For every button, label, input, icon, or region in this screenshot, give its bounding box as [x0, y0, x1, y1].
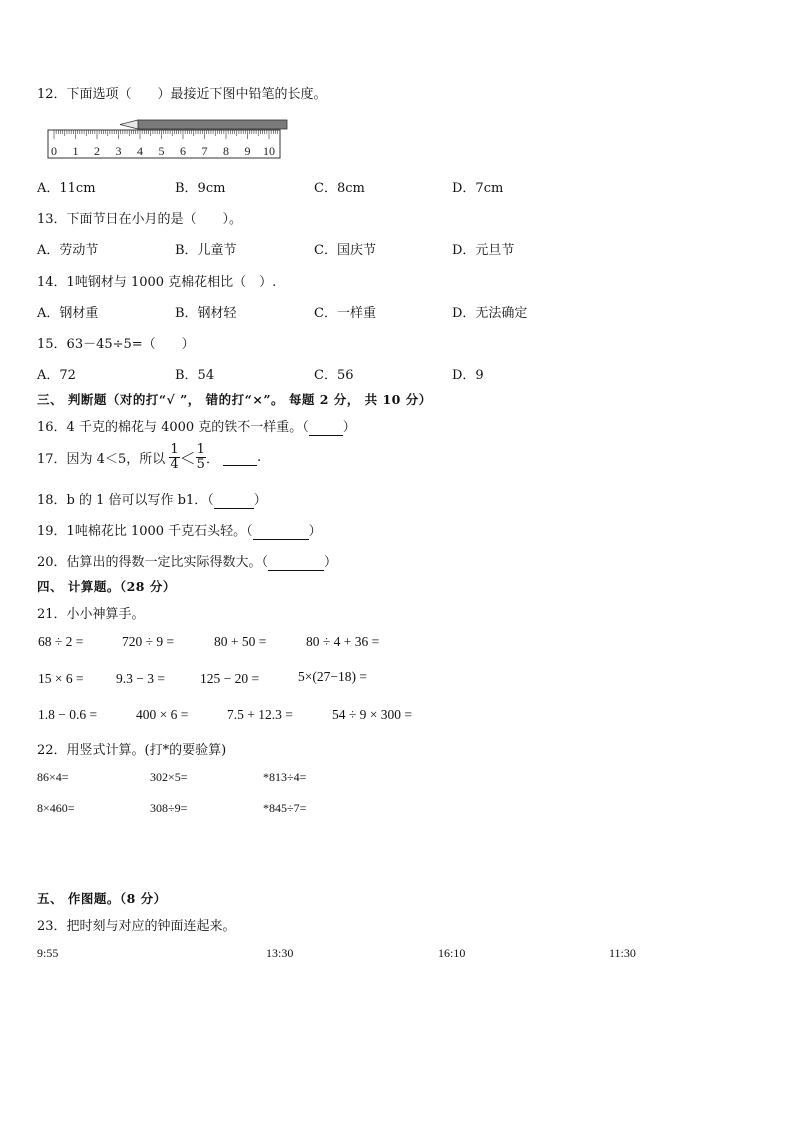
fraction-1-numerator: 1	[170, 442, 179, 457]
calc-r2-c1: 15 × 6 =	[38, 671, 84, 686]
q20-answer-blank[interactable]	[268, 555, 324, 571]
question-16-text: 16．4 千克的棉花与 4000 克的铁不一样重。（	[37, 420, 309, 435]
question-19	[37, 520, 322, 540]
vertical-calc-r1-c2: 302×5=	[150, 770, 188, 784]
question-23-text: 23．把时刻与对应的钟面连起来。	[37, 919, 236, 934]
vertical-calc-r2-c3: *845÷7=	[263, 801, 307, 815]
section-5-heading: 五、 作图题。（8 分）	[37, 891, 167, 906]
q13-option-d[interactable]: D．元旦节	[452, 243, 515, 258]
calc-r3-c1: 1.8 − 0.6 =	[38, 707, 98, 722]
q17-period: ．	[205, 452, 219, 467]
q13-option-c[interactable]: C．国庆节	[314, 243, 376, 258]
question-18	[37, 489, 267, 509]
vertical-calc-r2-c1: 8×460=	[37, 801, 75, 815]
q18-answer-blank[interactable]	[214, 493, 254, 509]
q12-option-d[interactable]: D．7cm	[452, 181, 504, 196]
q15-option-d[interactable]: D．9	[452, 368, 484, 383]
calc-r1-c2: 720 ÷ 9 =	[122, 634, 175, 649]
time-label-2[interactable]: 13:30	[266, 946, 294, 960]
section-4-heading: 四、 计算题。（28 分）	[37, 579, 176, 594]
question-17: 17．因为 4＜5，所以 $\frac{1}{4}$ ＜ $\frac{1}{5}$ ． .	[37, 442, 262, 472]
q14-option-d[interactable]: D．无法确定	[452, 306, 528, 321]
calc-r3-c4: 54 ÷ 9 × 300 =	[332, 707, 413, 722]
question-13-text: 13．下面节日在小月的是（ ）。	[37, 212, 243, 227]
ruler-label: 0	[51, 144, 57, 158]
q12-option-a[interactable]: A．11cm	[37, 181, 96, 196]
calc-r2-c2: 9.3 − 3 =	[116, 671, 165, 686]
q15-option-a[interactable]: A．72	[37, 368, 76, 383]
q19-answer-blank[interactable]	[253, 524, 309, 540]
ruler-label: 3	[115, 144, 122, 158]
q16-close-paren: ）	[342, 420, 356, 435]
q15-option-b[interactable]: B．54	[175, 368, 215, 383]
question-12-text: 12．下面选项（ ）最接近下图中铅笔的长度。	[37, 87, 327, 102]
calc-r1-c4: 80 ÷ 4 + 36 =	[306, 634, 380, 649]
fraction-2-numerator: 1	[196, 442, 205, 457]
q13-option-a[interactable]: A．劳动节	[37, 243, 99, 258]
ruler-label: 7	[201, 144, 208, 158]
q14-option-a[interactable]: A．钢材重	[37, 306, 99, 321]
ruler-label: 5	[158, 144, 165, 158]
section-3-heading: 三、 判断题（对的打“√ ”， 错的打“×”。 每题 2 分， 共 10 分）	[37, 392, 432, 407]
q19-close-paren: ）	[308, 524, 322, 539]
calc-r3-c2: 400 × 6 =	[136, 707, 189, 722]
q20-close-paren: ）	[324, 555, 338, 570]
pencil-body	[138, 120, 287, 129]
question-16	[37, 416, 356, 436]
question-14-text: 14．1吨钢材与 1000 克棉花相比（ ）.	[37, 275, 277, 290]
calc-r2-c3: 125 − 20 =	[200, 671, 260, 686]
q18-close-paren: ）	[253, 493, 267, 508]
ruler-label: 8	[223, 144, 229, 158]
ruler-label: 6	[180, 144, 186, 158]
ruler-label: 9	[244, 144, 251, 158]
ruler-label: 2	[94, 144, 100, 158]
q15-option-c[interactable]: C．56	[314, 368, 354, 383]
ruler-pencil-figure	[44, 116, 294, 162]
question-20-text: 20．估算出的得数一定比实际得数大。（	[37, 555, 269, 570]
time-label-3[interactable]: 16:10	[438, 946, 466, 960]
question-21-text: 21．小小神算手。	[37, 607, 145, 622]
question-17-text: 17．因为 4＜5，所以	[37, 452, 166, 467]
ruler-label: 4	[137, 144, 143, 158]
fraction-one-quarter	[169, 443, 179, 472]
ruler-label: 10	[263, 144, 275, 158]
q13-option-b[interactable]: B．儿童节	[175, 243, 237, 258]
vertical-calc-r1-c3: *813÷4=	[263, 770, 307, 784]
calc-r1-c3: 80 + 50 =	[214, 634, 267, 649]
ruler-label: 1	[72, 144, 79, 158]
question-15-text: 15．63－45÷5=（ ）	[37, 337, 195, 352]
calc-r2-c4: 5×(27−18) =	[298, 669, 367, 684]
vertical-calc-r2-c2: 308÷9=	[150, 801, 188, 815]
q16-answer-blank[interactable]	[309, 420, 343, 436]
pencil-tip	[120, 120, 138, 129]
fraction-1-denominator: 4	[170, 457, 179, 472]
fraction-one-fifth	[196, 443, 206, 472]
calc-r3-c3: 7.5 + 12.3 =	[227, 707, 293, 722]
fraction-2-denominator: 5	[196, 457, 205, 472]
q12-option-b[interactable]: B．9cm	[175, 181, 226, 196]
question-20	[37, 551, 337, 571]
q14-option-c[interactable]: C．一样重	[314, 306, 376, 321]
question-19-text: 19．1吨棉花比 1000 千克石头轻。（	[37, 524, 253, 539]
vertical-calc-r1-c1: 86×4=	[37, 770, 69, 784]
q12-option-c[interactable]: C．8cm	[314, 181, 365, 196]
time-label-1[interactable]: 9:55	[37, 946, 59, 960]
question-18-text: 18．b 的 1 倍可以写作 b1．（	[37, 493, 214, 508]
calc-r1-c1: 68 ÷ 2 =	[38, 634, 84, 649]
q14-option-b[interactable]: B．钢材轻	[175, 306, 237, 321]
q17-answer-blank[interactable]	[223, 450, 257, 466]
time-label-4[interactable]: 11:30	[609, 946, 636, 960]
less-than-sign: ＜	[179, 449, 196, 468]
question-22-text: 22．用竖式计算。(打*的要验算)	[37, 743, 227, 758]
